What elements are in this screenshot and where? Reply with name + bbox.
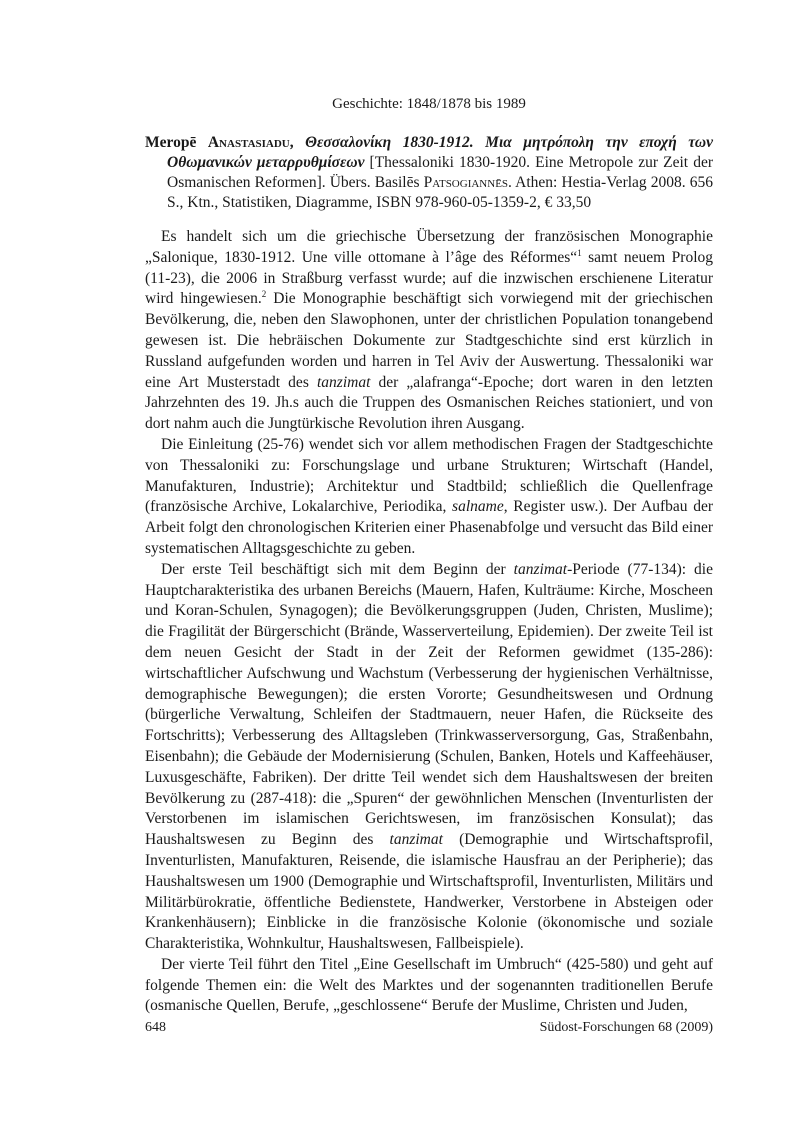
author-given-name: Meropē (145, 134, 197, 151)
text-run: samt neuem Prolog (11-23), die 2006 in Straßburg verfasst wurde; auf die inzwischen erschienene Literatur wird hingewiesen. (145, 248, 713, 308)
footnote-marker: 1 (577, 247, 582, 258)
text-run: Die Einleitung (25-76) wendet sich vor allem methodischen Fragen der Stadtgeschichte von Thessaloniki zu: Forschungslage und urbane Strukturen; Wirtschaft (Handel, Manufakturen, Industrie); Architektur und Stadtbild; schließlich die Quellenfrage (französische Archive, Lokalarchive, Periodika, (145, 435, 713, 516)
text-run: , Register usw.). Der Aufbau der Arbeit folgt den chronologischen Kriterien einer Phasenabfolge und versucht das Bild einer systematischen Alltagsgeschichte zu geben. (145, 498, 713, 557)
greek-title: Θεσσαλονίκη 1830-1912. Μια μητρόπολη την εποχή των Οθωμανικών μεταρρυθμίσεων (167, 134, 714, 171)
italic-term: salname (452, 498, 504, 516)
journal-citation: Südost-Forschungen 68 (2009) (539, 1020, 713, 1035)
bib-details-a: [Thessaloniki 1830-1920. Eine Metropole zur Zeit der Osmanischen Reformen]. Übers. Basilēs (167, 154, 713, 191)
paragraph-1 (145, 227, 713, 435)
italic-term: tanzimat (389, 831, 443, 849)
page-footer (145, 1020, 713, 1036)
translator-name: Patsogiannēs (423, 174, 509, 191)
italic-term: tanzimat (513, 560, 568, 578)
paragraph-2 (145, 435, 713, 560)
text-run: (Demographie und Wirtschaftsprofil, Inventurlisten, Manufakturen, Reisende, die islamische Hausfrau an der Peripherie); das Haushaltswesen um 1900 (Demographie und Wirtschaftsprofil, Inventurlisten, Militärs und Militärbürokratie, öffentliche Bedienstete, Handwerker, Verstorbene in Absteigen oder Krankenhäusern); Einblicke in die französische Kolonie (ökonomische und soziale Charakteristika, Wohnkultur, Haushaltswesen, Fallbeispiele). (145, 831, 714, 953)
author-family-name: Anastasiadu (207, 134, 290, 151)
text-run: Es handelt sich um die griechische Übersetzung der französischen Monographie „Salonique, 1830-1912. Une ville ottomane à l’âge des Réformes“ (145, 228, 713, 266)
text-run: Der vierte Teil führt den Titel „Eine Gesellschaft im Umbruch“ (425-580) und geht auf folgende Themen ein: die Welt des Marktes und der sogenannten traditionellen Berufe (osmanische Quellen, Berufe, „geschlossene“ Berufe der Muslime, Christen und Juden, (145, 955, 713, 1015)
bibliographic-entry: Meropē Anastasiadu, Θεσσαλονίκη 1830-1912. Μια μητρόπολη την εποχή των Οθωμανικών μεταρρυθμίσεων [Thessaloniki 1830-1920. Eine Metropole zur Zeit der Osmanischen Reformen]. Übers. Basilēs Patsogiannēs. Athen: Hestia-Verlag 2008. 656 S., Ktn., Statistiken, Diagramme, ISBN 978-960-05-1359-2, € 33,50 (145, 134, 714, 211)
review-body (145, 227, 713, 1017)
text-run: Der erste Teil beschäftigt sich mit dem Beginn der (161, 560, 514, 578)
paragraph-3 (145, 560, 713, 955)
bib-details-b: . Athen: Hestia-Verlag 2008. 656 S., Ktn., Statistiken, Diagramme, ISBN 978-960-05-1359-2, € 33,50 (167, 174, 713, 211)
page (145, 96, 713, 1017)
text-run: Die Monographie beschäftigt sich vorwiegend mit der griechischen Bevölkerung, die, neben den Slawophonen, unter der christlichen Population tonangebend gewesen ist. Die hebräischen Dokumente zur Stadtgeschichte sind erst kürzlich in Russland aufgefunden worden und harren in Tel Aviv der Auswertung. Thessaloniki war eine Art Musterstadt des (145, 290, 713, 391)
text-run: der „alafranga“-Epoche; dort waren in den letzten Jahrzehnten des 19. Jh.s auch die Truppen des Osmanischen Reiches stationiert, und von dort nahm auch die Jungtürkische Revolution ihren Ausgang. (145, 373, 713, 433)
footnote-marker: 2 (261, 289, 267, 300)
text-run: -Periode (77-134): die Hauptcharakteristika des urbanen Bereichs (Mauern, Hafen, Kulträume: Kirche, Moscheen und Koran-Schulen, Synagogen); die Bevölkerungsgruppen (Juden, Christen, Muslime); die Fragilität der Bürgerschicht (Brände, Wasserverteilung, Epidemien). Der zweite Teil ist dem neuen Gesicht der Stadt in der Zeit der Reformen gewidmet (135-286): wirtschaftlicher Aufschwung und Wachstum (Verbesserung der hygienischen Verhältnisse, demographische Bewegungen); die ersten Vororte; Gesundheitswesen und Ordnung (bürgerliche Verwaltung, Schleifen der Stadtmauern, neuer Hafen, die Rückseite des Fortschritts); Verbesserung des Alltagsleben (Trinkwasserversorgung, Gas, Straßenbahn, Eisenbahn); die Gebäude der Modernisierung (Schulen, Banken, Hotels und Kaffeehäuser, Luxusgeschäfte, Fabriken). Der dritte Teil wendet sich dem Haushaltswesen der breiten Bevölkerung zu (287-418): die „Spuren“ der gewöhnlichen Menschen (Inventurlisten der Verstorbenen im islamischen Gerichtswesen, im französischen Konsulat); das Haushaltswesen zu Beginn des (145, 560, 713, 849)
paragraph-4 (145, 955, 713, 1017)
page-number: 648 (145, 1020, 166, 1035)
italic-term: tanzimat (316, 373, 371, 391)
running-head: Geschichte: 1848/1878 bis 1989 (332, 96, 526, 112)
